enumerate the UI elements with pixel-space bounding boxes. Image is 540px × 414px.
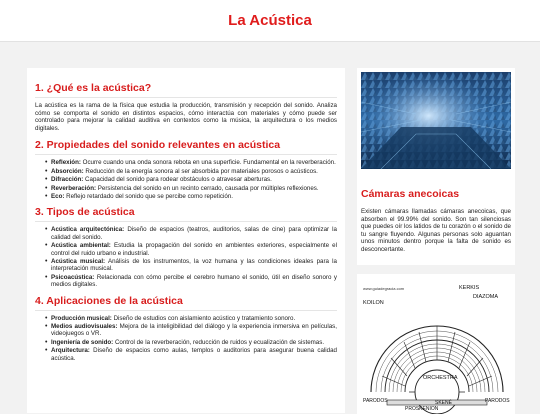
list-item: • Acústica musical: Análisis de los instrumentos, la voz humana y las condiciones ideales para la interpretación musical.: [45, 258, 337, 273]
list-item: • Absorción: Reducción de la energía sonora al ser absorbida por materiales porosos o acústicos.: [45, 168, 337, 175]
section-heading: 4. Aplicaciones de la acústica: [35, 295, 337, 311]
anechoic-chamber-photo: [361, 72, 511, 169]
parodos-left-label: PARODOS: [363, 398, 388, 404]
list-item: • Psicoacústica: Relacionada con cómo percibe el cerebro humano el sonido, útil en diseño sonoro y medios digitales.: [45, 274, 337, 289]
skene-label: SKENÉ: [435, 400, 452, 406]
koilon-label: KOILON: [363, 300, 384, 306]
list-item: • Ingeniería de sonido: Control de la reverberación, reducción de ruidos y ecualización de sistemas.: [45, 339, 337, 346]
proskenion-label: PROSKENION: [405, 406, 439, 412]
list-item: • Reflexión: Ocurre cuando una onda sonora rebota en una superficie. Fundamental en la reverberación.: [45, 159, 337, 166]
greek-theater-plan: [361, 280, 511, 411]
list-item: • Eco: Reflejo retardado del sonido que se percibe como repetición.: [45, 193, 337, 200]
properties-list: [35, 159, 337, 200]
anechoic-card: [357, 68, 515, 265]
sidebar-text: Existen cámaras llamadas cámaras anecoicas, que absorben el 99.99% del sonido. Son tan silenciosas que puedes oír los latidos de tu corazón o el sonido de tu sangre fluyendo. Algunas personas solo aguantan unos minutos dentro porque la falta de sonido es desconcertante.: [361, 208, 511, 253]
source-label: www.guiadegracia.com: [363, 286, 405, 291]
diazoma-label: DIAZOMA: [473, 294, 499, 300]
list-item: • Reverberación: Persistencia del sonido en un recinto cerrado, causada por múltiples reflexiones.: [45, 185, 337, 192]
sidebar-heading: Cámaras anecoicas: [361, 188, 460, 200]
list-item: • Medios audiovisuales: Mejora de la inteligibilidad del diálogo y la experiencia inmersiva en películas, videojuegos o VR.: [45, 323, 337, 338]
main-article: [27, 68, 345, 413]
section-heading: 2. Propiedades del sonido relevantes en acústica: [35, 139, 337, 155]
page-title: La Acústica: [228, 12, 312, 29]
section-heading: 1. ¿Qué es la acústica?: [35, 82, 337, 98]
list-item: • Acústica arquitectónica: Diseño de espacios (teatros, auditorios, salas de cine) para optimizar la calidad del sonido.: [45, 226, 337, 241]
kerkis-label: KERKIS: [459, 285, 480, 291]
section-paragraph: La acústica es la rama de la física que estudia la producción, transmisión y recepción del sonido. Analiza cómo se comporta el sonido en distintos espacios, cómo interactúa con materiales y cómo puede ser controlado para mejorar la calidad auditiva en contextos como la música, la arquitectura o los medios digitales.: [35, 102, 337, 132]
list-item: • Producción musical: Diseño de estudios con aislamiento acústico y tratamiento sonoro.: [45, 315, 337, 322]
list-item: • Acústica ambiental: Estudia la propagación del sonido en ambientes exteriores, especialmente el control del ruido urbano e industrial.: [45, 242, 337, 257]
section-heading: 3. Tipos de acústica: [35, 206, 337, 222]
parodos-right-label: PARODOS: [485, 398, 510, 404]
applications-list: [35, 315, 337, 362]
theater-plan-card: [357, 274, 515, 414]
list-item: • Arquitectura: Diseño de espacios como aulas, templos o auditorios para asegurar buena calidad acústica.: [45, 347, 337, 362]
list-item: • Difracción: Capacidad del sonido para rodear obstáculos o atravesar aberturas.: [45, 176, 337, 183]
page-header: [0, 0, 540, 42]
orchestra-label: ORCHESTRA: [423, 375, 458, 381]
types-list: [35, 226, 337, 288]
